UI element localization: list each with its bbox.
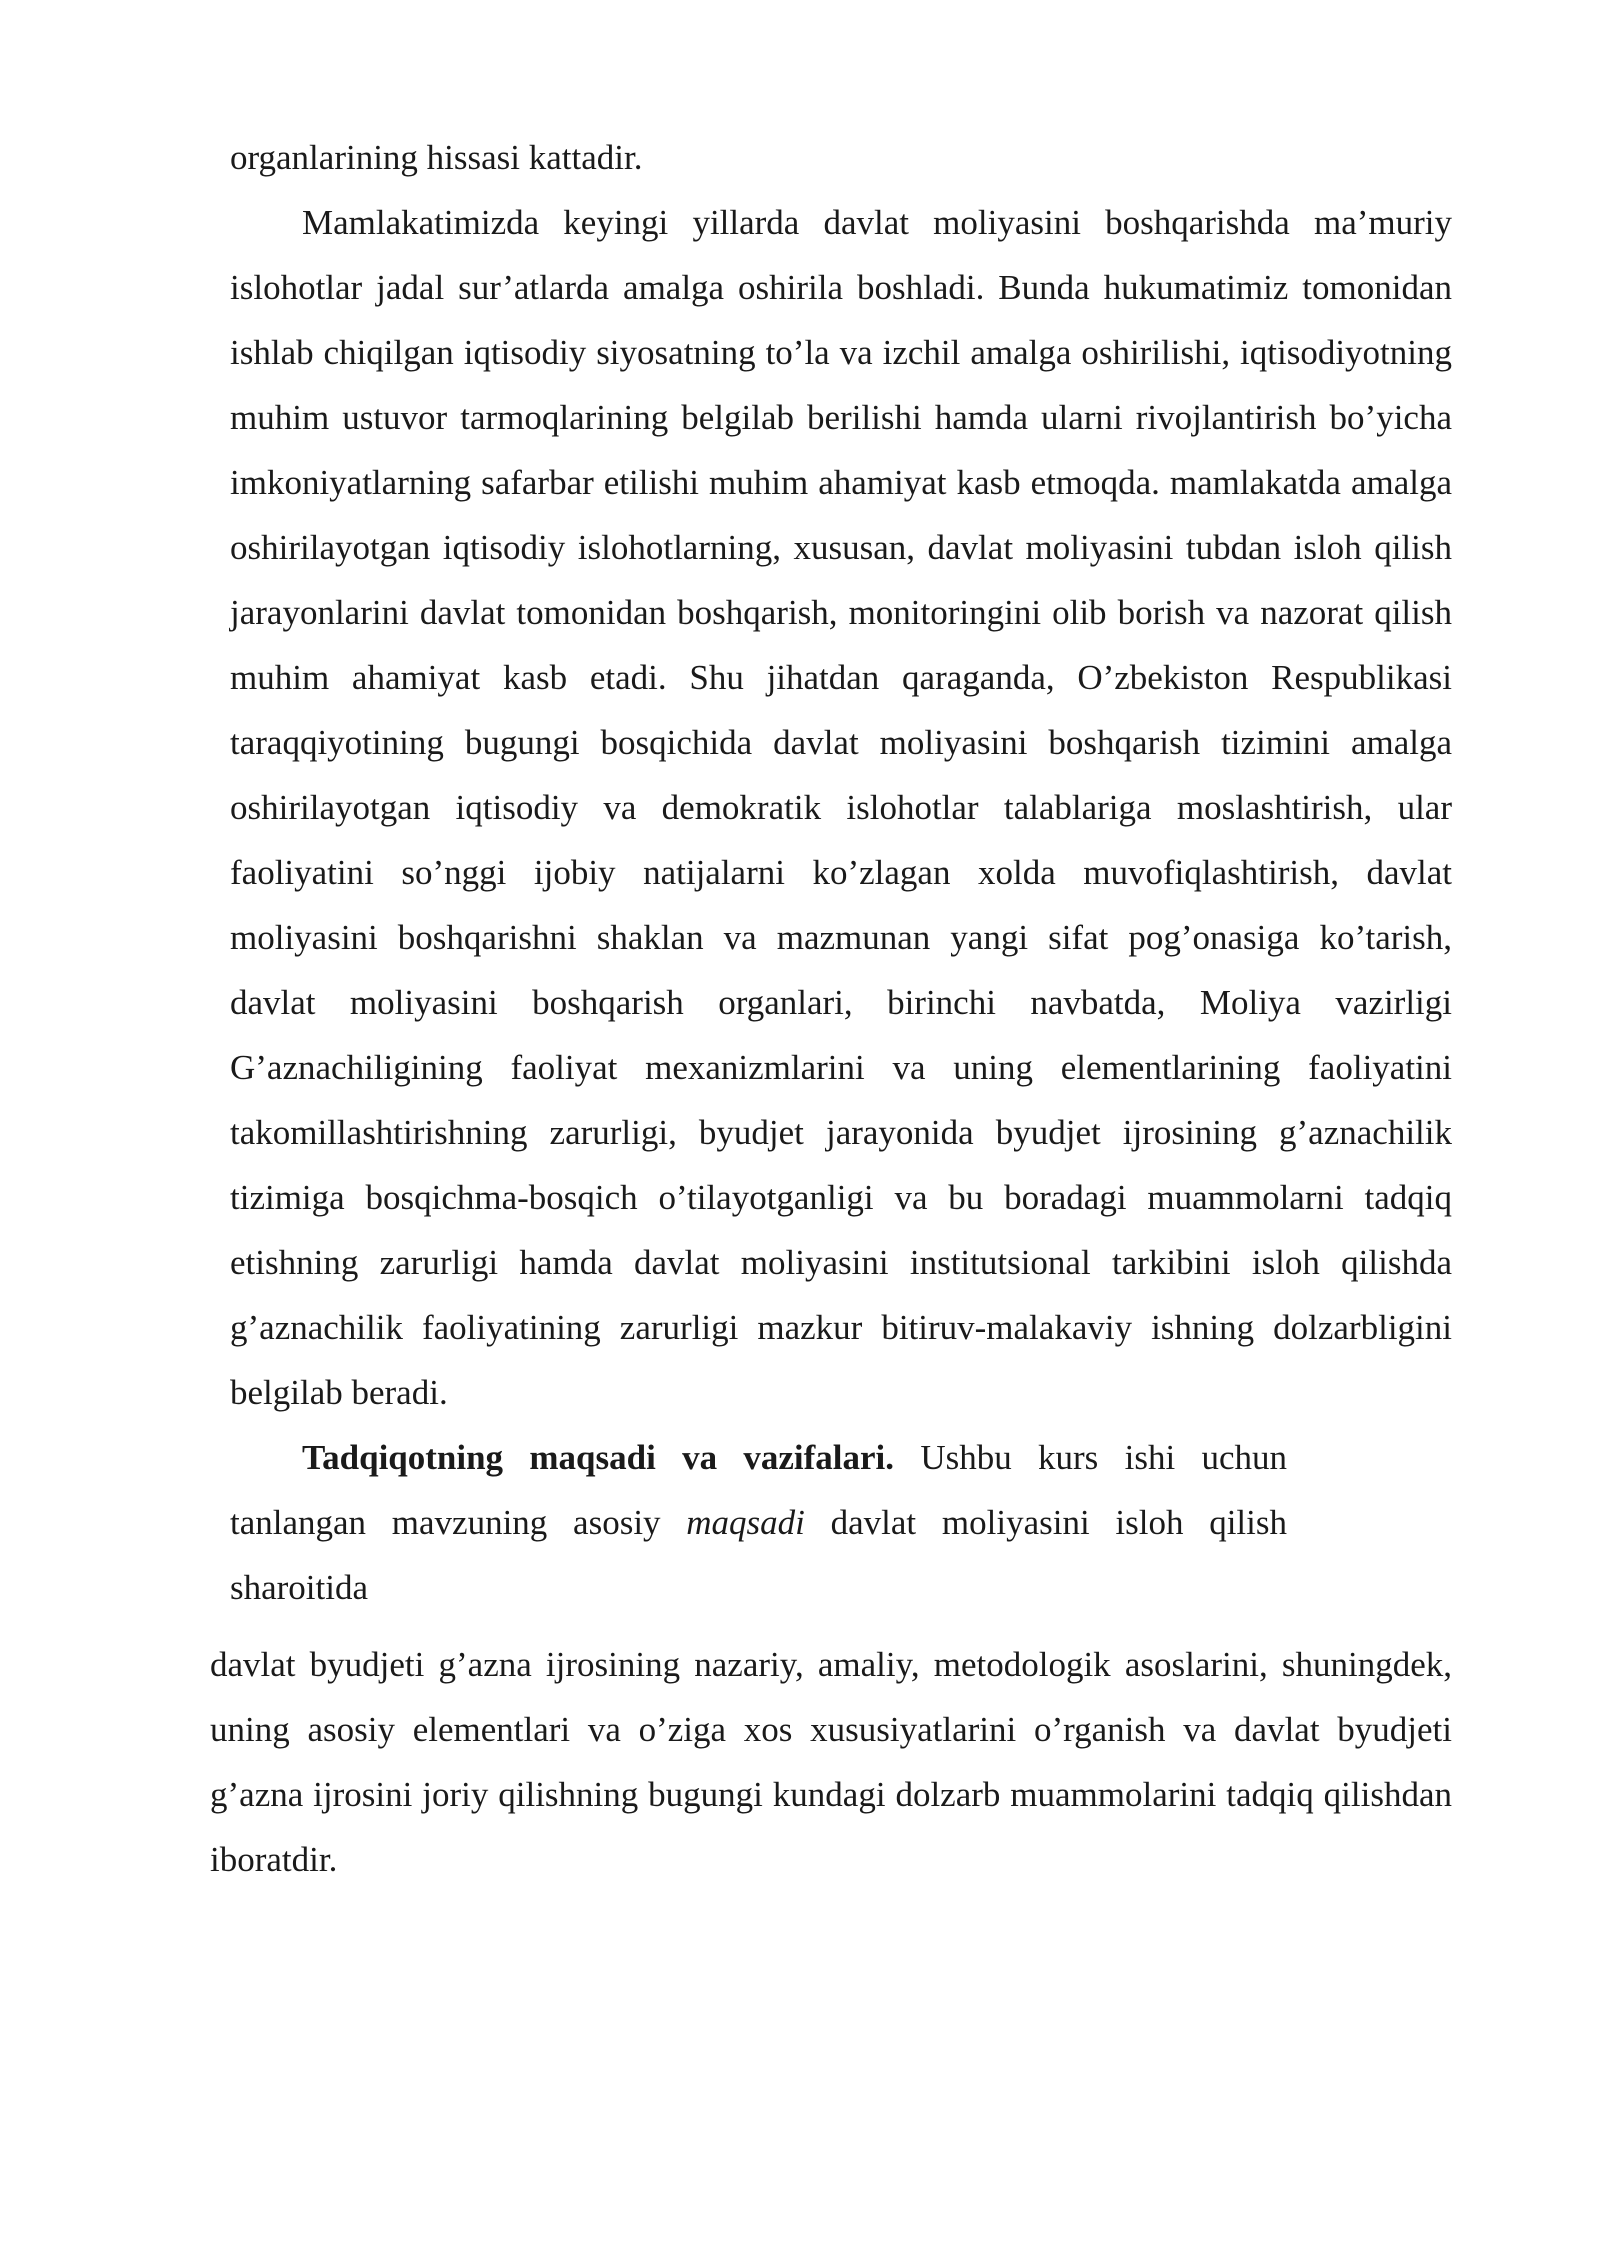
text-block-upper — [230, 125, 1452, 1620]
paragraph-goal — [230, 1425, 1452, 1620]
goal-text-2: davlat moliyasini isloh qilish sharoitida — [230, 1503, 1287, 1607]
goal-emphasis: maqsadi — [686, 1503, 805, 1542]
continuation-line: organlarining hissasi kattadir. — [230, 138, 643, 177]
paragraph-relevance: Mamlakatimizda keyingi yillarda davlat moliyasini boshqarishda ma’muriy islohotlar jadal sur’atlarda amalga oshirila boshladi. Bunda hukumatimiz tomonidan ishlab chiqilgan iqtisodiy siyosatning to’la va izchil amalga oshirilishi, iqtisodiyotning muhim ustuvor tarmoqlarining belgilab berilishi hamda ularni rivojlantirish bo’yicha imkoniyatlarning safarbar etilishi muhim ahamiyat kasb etmoqda. mamlakatda amalga oshirilayotgan iqtisodiy islohotlarning, xususan, davlat moliyasini tubdan isloh qilish jarayonlarini davlat tomonidan boshqarish, monitoringini olib borish va nazorat qilish muhim ahamiyat kasb etadi. Shu jihatdan qaraganda, O’zbekiston Respublikasi taraqqiyotining bugungi bosqichida davlat moliyasini boshqarish tizimini amalga oshirilayotgan iqtisodiy va demokratik islohotlar talablariga moslashtirish, ular faoliyatini so’nggi ijobiy natijalarni ko’zlagan xolda muvofiqlashtirish, davlat moliyasini boshqarishni shaklan va mazmunan yangi sifat pog’onasiga ko’tarish, davlat moliyasini boshqarish organlari, birinchi navbatda, Moliya vazirligi G’aznachiligining faoliyat mexanizmlarini va uning elementlarining faoliyatini takomillashtirishning zarurligi, byudjet jarayonida byudjet ijrosining g’aznachilik tizimiga bosqichma-bosqich o’tilayotganligi va bu boradagi muammolarni tadqiq etishning zarurligi hamda davlat moliyasini institutsional tarkibini isloh qilishda g’aznachilik faoliyatining zarurligi mazkur bitiruv-malakaviy ishning dolzarbligini belgilab beradi. — [230, 203, 1452, 1412]
goal-text-1: Ushbu kurs ishi uchun tanlangan mavzuning asosiy — [230, 1438, 1287, 1542]
goal-continuation: davlat byudjeti g’azna ijrosining nazariy, amaliy, metodologik asoslarini, shuningdek, uning asosiy elementlari va o’ziga xos xususiyatlarini o’rganish va davlat byudjeti g’azna ijrosini joriy qilishning bugungi kundagi dolzarb muammolarini tadqiq qilishdan iboratdir. — [210, 1645, 1452, 1879]
goal-heading: Tadqiqotning maqsadi va vazifalari. — [302, 1438, 895, 1477]
text-block-lower — [210, 1632, 1452, 1892]
